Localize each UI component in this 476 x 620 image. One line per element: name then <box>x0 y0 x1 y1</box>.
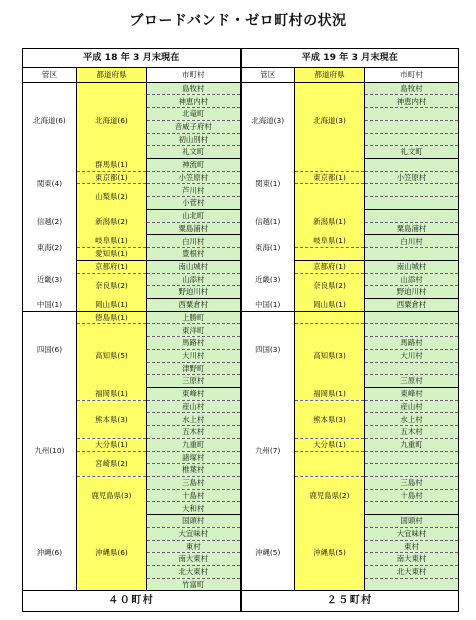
region-cell: 近畿(3) <box>241 260 295 298</box>
region-cell: 沖縄(6) <box>23 515 77 591</box>
region-cell: 九州(10) <box>23 387 77 514</box>
town-cell: 東峰村 <box>365 387 459 400</box>
town-cell: 小笠原村 <box>147 171 241 184</box>
town-cell <box>365 451 459 464</box>
prefecture-cell: 岐阜県(1) <box>295 235 365 248</box>
prefecture-cell: 沖縄県(5) <box>295 515 365 591</box>
town-cell: 大宜味村 <box>147 527 241 540</box>
town-cell: 馬路村 <box>365 337 459 350</box>
table-row <box>23 235 459 248</box>
town-cell: 小菅村 <box>147 197 241 210</box>
town-cell: 北竜町 <box>147 108 241 121</box>
town-cell: 上勝町 <box>147 311 241 324</box>
town-cell: 礼文町 <box>365 146 459 159</box>
region-cell: 沖縄(5) <box>241 515 295 591</box>
town-cell: 三島村 <box>365 477 459 490</box>
region-cell: 中国(1) <box>241 298 295 311</box>
zero-town-table <box>22 48 459 612</box>
table-row <box>23 387 459 400</box>
town-cell <box>365 197 459 210</box>
town-cell: 三原村 <box>365 375 459 388</box>
prefecture-cell <box>295 311 365 324</box>
town-cell: 神流町 <box>147 159 241 172</box>
town-cell: 西粟倉村 <box>147 298 241 311</box>
town-cell: 大和村 <box>147 502 241 515</box>
table-row <box>23 298 459 311</box>
town-cell: 豊根村 <box>147 248 241 261</box>
prefecture-cell: 奈良県(2) <box>77 273 147 298</box>
town-cell: 音威子府村 <box>147 120 241 133</box>
table-row <box>23 515 459 528</box>
region-cell: 九州(7) <box>241 387 295 514</box>
region-cell: 関東(1) <box>241 159 295 210</box>
town-cell: 小笠原村 <box>365 171 459 184</box>
town-cell: 山添村 <box>365 273 459 286</box>
town-cell: 西粟倉村 <box>365 298 459 311</box>
town-cell: 国頭村 <box>147 515 241 528</box>
town-cell: 津野町 <box>147 362 241 375</box>
town-cell: 野迫川村 <box>365 286 459 299</box>
town-cell: 水上村 <box>147 413 241 426</box>
prefecture-cell <box>295 451 365 476</box>
region-cell: 東海(2) <box>23 235 77 260</box>
town-cell: 九重町 <box>365 438 459 451</box>
town-cell: 東峰村 <box>147 387 241 400</box>
town-cell: 南山城村 <box>365 260 459 273</box>
town-cell <box>365 248 459 261</box>
prefecture-cell: 京都府(1) <box>295 260 365 273</box>
col-town-2006: 市町村 <box>147 67 241 82</box>
prefecture-cell: 奈良県(2) <box>295 273 365 298</box>
col-region-2006: 管区 <box>23 67 77 82</box>
prefecture-cell: 新潟県(2) <box>77 209 147 234</box>
prefecture-cell: 熊本県(3) <box>295 400 365 438</box>
town-cell: 北大東村 <box>147 566 241 579</box>
prefecture-cell: 沖縄県(6) <box>77 515 147 591</box>
prefecture-cell: 北海道(6) <box>77 82 147 158</box>
town-cell: 十島村 <box>365 489 459 502</box>
town-cell: 島牧村 <box>147 82 241 95</box>
prefecture-cell: 岐阜県(1) <box>77 235 147 248</box>
col-town-2007: 市町村 <box>365 67 459 82</box>
town-cell: 初山別村 <box>147 133 241 146</box>
town-cell <box>365 184 459 197</box>
prefecture-cell: 東京都(1) <box>77 171 147 184</box>
prefecture-cell: 鹿児島県(2) <box>295 477 365 515</box>
town-cell: 大宜味村 <box>365 527 459 540</box>
prefecture-cell <box>295 248 365 261</box>
prefecture-cell: 鹿児島県(3) <box>77 477 147 515</box>
town-cell: 神恵内村 <box>147 95 241 108</box>
town-cell: 椎葉村 <box>147 464 241 477</box>
town-cell: 大川村 <box>365 349 459 362</box>
town-cell: 北大東村 <box>365 566 459 579</box>
region-cell: 中国(1) <box>23 298 77 311</box>
town-cell <box>365 324 459 337</box>
town-cell <box>365 578 459 591</box>
town-cell: 東村 <box>365 540 459 553</box>
town-cell <box>365 133 459 146</box>
table-row <box>23 311 459 324</box>
prefecture-cell: 愛知県(1) <box>77 248 147 261</box>
town-cell: 南大東村 <box>365 553 459 566</box>
town-cell <box>365 311 459 324</box>
region-cell: 北海道(6) <box>23 82 77 158</box>
total-2007: ２５町村 <box>241 591 459 612</box>
prefecture-cell: 高知県(3) <box>295 324 365 388</box>
town-cell: 馬路村 <box>147 337 241 350</box>
town-cell: 山北町 <box>147 209 241 222</box>
prefecture-cell: 岡山県(1) <box>77 298 147 311</box>
region-cell: 近畿(3) <box>23 260 77 298</box>
town-cell: 東洋町 <box>147 324 241 337</box>
town-cell: 粟島浦村 <box>147 222 241 235</box>
town-cell: 大川村 <box>147 349 241 362</box>
town-cell <box>365 108 459 121</box>
region-cell: 四国(6) <box>23 311 77 387</box>
town-cell: 水上村 <box>365 413 459 426</box>
town-cell <box>365 362 459 375</box>
town-cell: 五木村 <box>147 426 241 439</box>
town-cell: 五木村 <box>365 426 459 439</box>
town-cell: 竹富町 <box>147 578 241 591</box>
town-cell: 十島村 <box>147 489 241 502</box>
prefecture-cell: 群馬県(1) <box>77 159 147 172</box>
town-cell <box>365 502 459 515</box>
prefecture-cell: 宮崎県(2) <box>77 451 147 476</box>
prefecture-cell: 山梨県(2) <box>77 184 147 209</box>
town-cell: 九重町 <box>147 438 241 451</box>
town-cell: 南大東村 <box>147 553 241 566</box>
prefecture-cell: 福岡県(1) <box>77 387 147 400</box>
region-cell: 東海(1) <box>241 235 295 260</box>
header-2007: 平成 19 年 3 月末現在 <box>241 49 459 68</box>
prefecture-cell: 東京都(1) <box>295 171 365 184</box>
town-cell: 山添村 <box>147 273 241 286</box>
region-cell: 信越(2) <box>23 209 77 234</box>
table-row <box>23 209 459 222</box>
town-cell <box>365 209 459 222</box>
col-region-2007: 管区 <box>241 67 295 82</box>
town-cell: 南山城村 <box>147 260 241 273</box>
prefecture-cell: 大分県(1) <box>77 438 147 451</box>
col-pref-2006: 都道府県 <box>77 67 147 82</box>
prefecture-cell: 高知県(5) <box>77 324 147 388</box>
town-cell: 三島村 <box>147 477 241 490</box>
prefecture-cell: 新潟県(1) <box>295 209 365 234</box>
prefecture-cell: 徳島県(1) <box>77 311 147 324</box>
town-cell: 島牧村 <box>365 82 459 95</box>
header-2006: 平成 18 年 3 月末現在 <box>23 49 241 68</box>
region-cell: 信越(1) <box>241 209 295 234</box>
town-cell: 三原村 <box>147 375 241 388</box>
town-cell: 神恵内村 <box>365 95 459 108</box>
prefecture-cell: 熊本県(3) <box>77 400 147 438</box>
town-cell: 白川村 <box>147 235 241 248</box>
region-cell: 関東(4) <box>23 159 77 210</box>
table-row <box>23 82 459 95</box>
table-row <box>23 159 459 172</box>
page-title: ブロードバンド・ゼロ町村の状況 <box>129 13 347 29</box>
town-cell <box>365 120 459 133</box>
prefecture-cell: 岡山県(1) <box>295 298 365 311</box>
town-cell: 東村 <box>147 540 241 553</box>
town-cell: 国頭村 <box>365 515 459 528</box>
town-cell <box>365 159 459 172</box>
col-pref-2007: 都道府県 <box>295 67 365 82</box>
town-cell <box>365 464 459 477</box>
town-cell: 産山村 <box>147 400 241 413</box>
town-cell: 粟島浦村 <box>365 222 459 235</box>
prefecture-cell <box>295 184 365 209</box>
total-2006: ４０町村 <box>23 591 241 612</box>
region-cell: 北海道(3) <box>241 82 295 158</box>
town-cell: 産山村 <box>365 400 459 413</box>
town-cell: 野迫川村 <box>147 286 241 299</box>
prefecture-cell <box>295 159 365 172</box>
region-cell: 四国(3) <box>241 311 295 387</box>
prefecture-cell: 大分県(1) <box>295 438 365 451</box>
table-row <box>23 260 459 273</box>
town-cell: 礼文町 <box>147 146 241 159</box>
town-cell: 芦川村 <box>147 184 241 197</box>
town-cell: 諸塚村 <box>147 451 241 464</box>
town-cell: 白川村 <box>365 235 459 248</box>
prefecture-cell: 京都府(1) <box>77 260 147 273</box>
prefecture-cell: 北海道(3) <box>295 82 365 158</box>
prefecture-cell: 福岡県(1) <box>295 387 365 400</box>
